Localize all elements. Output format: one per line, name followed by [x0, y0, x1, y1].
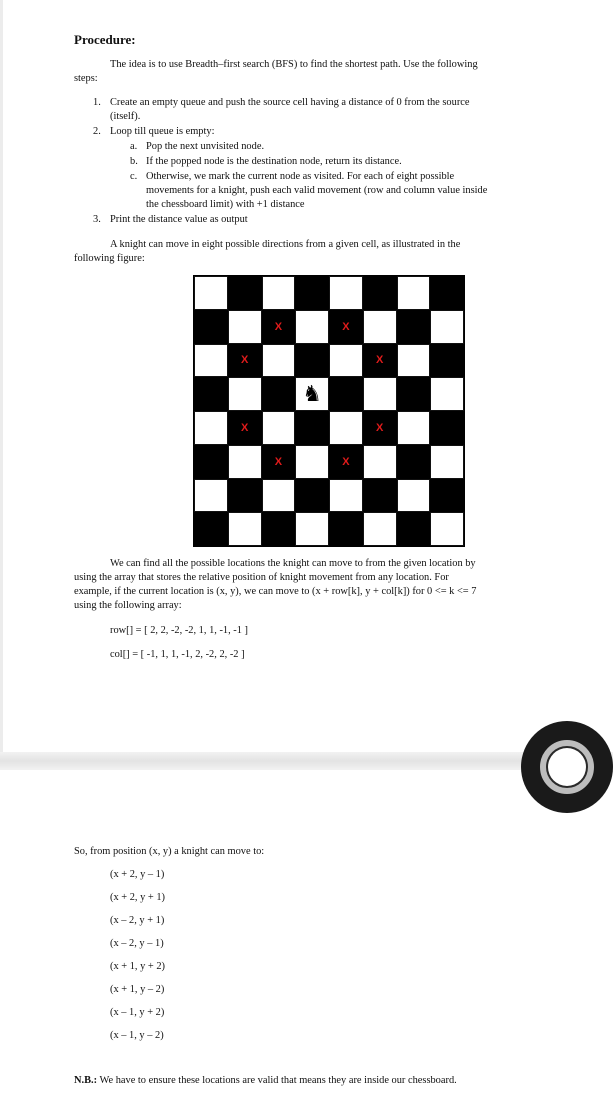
board-square [194, 344, 228, 378]
board-square [194, 512, 228, 546]
board-square [194, 276, 228, 310]
move-item: (x – 1, y + 2) [110, 1007, 165, 1018]
step-number: 1. [93, 97, 101, 108]
step-text: Print the distance value as output [110, 214, 248, 225]
board-square [228, 377, 262, 411]
board-square [397, 310, 431, 344]
board-square [397, 344, 431, 378]
board-square [262, 445, 296, 479]
substep-text-cont: movements for a knight, push each valid movement (row and column value inside [146, 185, 488, 196]
board-square [397, 479, 431, 513]
record-button[interactable] [521, 721, 613, 813]
move-target-marker: X [240, 354, 249, 367]
board-square [329, 512, 363, 546]
board-square [295, 479, 329, 513]
board-square [329, 411, 363, 445]
step-number: 3. [93, 214, 101, 225]
substep-letter: c. [130, 171, 138, 182]
board-square [329, 310, 363, 344]
board-square [295, 411, 329, 445]
substep-text: If the popped node is the destination node, return its distance. [146, 156, 402, 167]
board-square [363, 445, 397, 479]
board-square [262, 411, 296, 445]
step-text: Create an empty queue and push the source cell having a distance of 0 from the source [110, 97, 470, 108]
board-square [329, 445, 363, 479]
substep-text: Pop the next unvisited node. [146, 141, 265, 152]
board-square [363, 276, 397, 310]
move-target-marker: X [375, 421, 384, 434]
board-square [363, 479, 397, 513]
board-square [430, 344, 464, 378]
board-square [295, 512, 329, 546]
board-square [228, 276, 262, 310]
substep-letter: b. [130, 156, 138, 167]
board-square [262, 344, 296, 378]
move-item: (x – 2, y – 1) [110, 938, 164, 949]
record-icon [540, 740, 594, 794]
board-square [363, 411, 397, 445]
board-square [430, 445, 464, 479]
board-square [397, 411, 431, 445]
intro-text-cont: steps: [74, 73, 98, 84]
board-square [329, 479, 363, 513]
board-square [262, 310, 296, 344]
board-square [430, 479, 464, 513]
board-square [430, 411, 464, 445]
board-square [295, 310, 329, 344]
note-label: N.B.: [74, 1075, 98, 1086]
substep-letter: a. [130, 141, 138, 152]
note-text: We have to ensure these locations are valid that means they are inside our chessboard. [99, 1075, 457, 1086]
move-target-marker: X [274, 455, 283, 468]
step-number: 2. [93, 126, 101, 137]
board-square [262, 377, 296, 411]
step-text: Loop till queue is empty: [110, 126, 215, 137]
page-edge-shadow [0, 0, 3, 760]
chessboard-figure [193, 275, 465, 547]
move-target-marker: X [375, 354, 384, 367]
move-item: (x + 1, y + 2) [110, 961, 166, 972]
board-square [228, 344, 262, 378]
board-square [295, 276, 329, 310]
move-item: (x – 2, y + 1) [110, 915, 165, 926]
knight-intro-cont: following figure: [74, 253, 145, 264]
move-item: (x + 2, y + 1) [110, 892, 166, 903]
move-item: (x + 1, y – 2) [110, 984, 165, 995]
board-square [329, 276, 363, 310]
board-square [295, 377, 329, 411]
board-square [430, 276, 464, 310]
board-square [430, 377, 464, 411]
board-square [430, 310, 464, 344]
explanation-text: using the following array: [74, 600, 182, 611]
board-square [228, 445, 262, 479]
procedure-heading: Procedure: [74, 32, 136, 47]
move-target-marker: X [274, 320, 283, 333]
board-square [194, 411, 228, 445]
board-square [194, 377, 228, 411]
board-square [295, 445, 329, 479]
document-page-bottom [0, 770, 613, 1098]
board-square [397, 512, 431, 546]
knight-intro: A knight can move in eight possible directions from a given cell, as illustrated in the [110, 239, 461, 250]
row-array: row[] = [ 2, 2, -2, -2, 1, 1, -1, -1 ] [110, 625, 249, 636]
substep-text-cont: the chessboard limit) with +1 distance [146, 199, 305, 210]
board-square [329, 344, 363, 378]
board-square [363, 344, 397, 378]
board-square [329, 377, 363, 411]
board-square [363, 377, 397, 411]
board-square [228, 479, 262, 513]
board-square [363, 512, 397, 546]
moves-intro: So, from position (x, y) a knight can move to: [74, 846, 265, 857]
board-square [262, 479, 296, 513]
move-target-marker: X [240, 421, 249, 434]
move-item: (x + 2, y – 1) [110, 869, 165, 880]
explanation-text: using the array that stores the relative position of knight movement from any location. For [74, 572, 449, 583]
move-target-marker: X [342, 320, 350, 333]
move-item: (x – 1, y – 2) [110, 1030, 164, 1041]
col-array: col[] = [ -1, 1, 1, -1, 2, -2, 2, -2 ] [110, 649, 245, 660]
board-square [430, 512, 464, 546]
board-square [228, 512, 262, 546]
board-square [363, 310, 397, 344]
step-text-cont: (itself). [110, 111, 141, 122]
intro-text: The idea is to use Breadth–first search (BFS) to find the shortest path. Use the following [110, 59, 478, 70]
explanation-text: example, if the current location is (x, y), we can move to (x + row[k], y + col[k]) for 0 <= k <= 7 [74, 586, 477, 597]
explanation-text: We can find all the possible locations the knight can move to from the given location by [110, 558, 476, 569]
board-square [262, 276, 296, 310]
move-target-marker: X [342, 455, 350, 468]
knight-icon: ♞ [302, 381, 322, 407]
board-square [397, 445, 431, 479]
note [74, 1074, 457, 1087]
board-square [295, 344, 329, 378]
board-square [228, 411, 262, 445]
substep-text: Otherwise, we mark the current node as visited. For each of eight possible [146, 171, 455, 182]
board-square [397, 377, 431, 411]
board-square [228, 310, 262, 344]
board-square [194, 479, 228, 513]
board-square [194, 310, 228, 344]
board-square [397, 276, 431, 310]
board-square [262, 512, 296, 546]
board-square [194, 445, 228, 479]
